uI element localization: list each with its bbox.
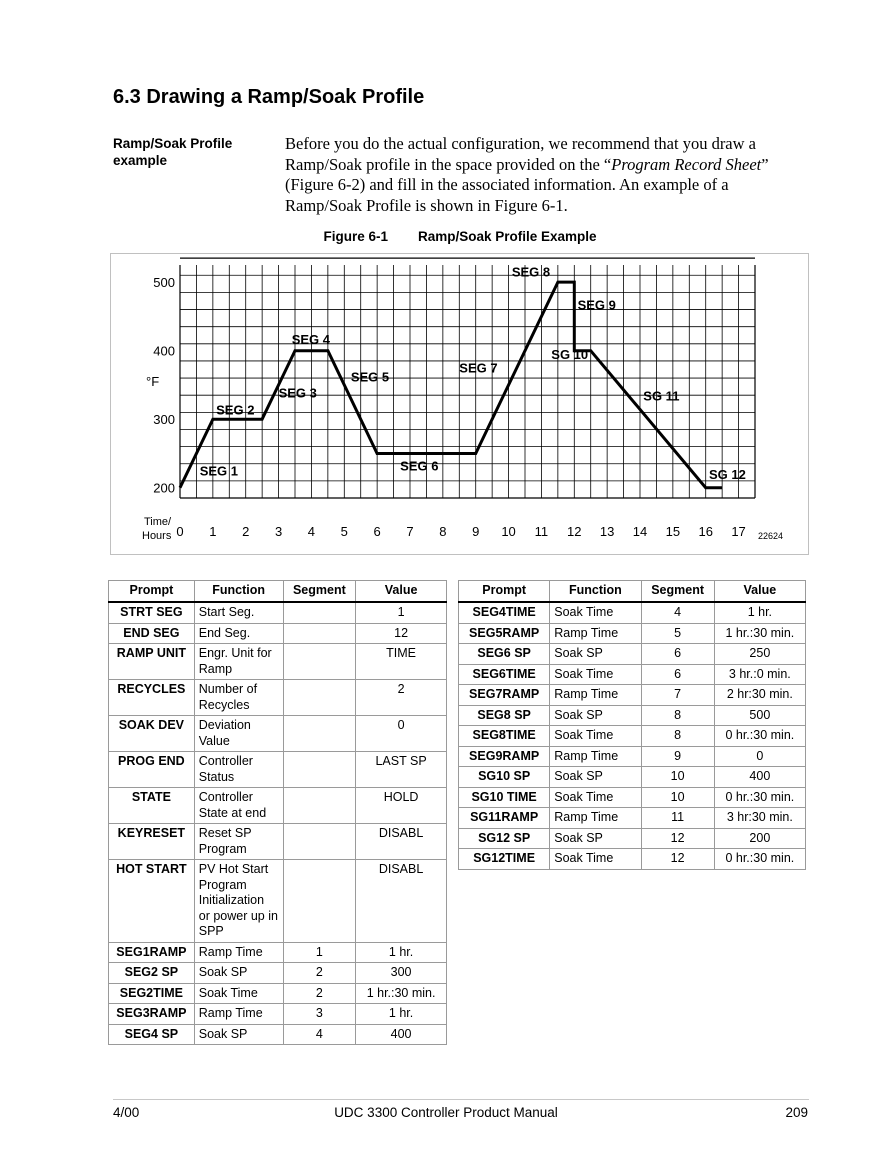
cell-prompt: RAMP UNIT xyxy=(109,644,195,680)
cell-prompt: SG11RAMP xyxy=(459,808,550,829)
cell-function: Soak Time xyxy=(550,849,641,870)
cell-prompt: SEG6 SP xyxy=(459,644,550,665)
cell-segment: 9 xyxy=(641,746,714,767)
cell-prompt: SG10 TIME xyxy=(459,787,550,808)
ramp-soak-chart xyxy=(110,253,809,555)
table-row xyxy=(459,808,806,829)
cell-value: 1 hr. xyxy=(356,1004,447,1025)
cell-value: LAST SP xyxy=(356,752,447,788)
cell-segment xyxy=(283,824,356,860)
cell-function: Soak Time xyxy=(550,602,641,623)
y-tick-label: 200 xyxy=(153,480,175,496)
table-row xyxy=(459,705,806,726)
table-row xyxy=(109,963,447,984)
cell-segment: 6 xyxy=(641,664,714,685)
footer-date: 4/00 xyxy=(113,1105,140,1120)
footer-manual-title: UDC 3300 Controller Product Manual xyxy=(334,1105,558,1120)
segment-label: SEG 2 xyxy=(216,402,255,418)
cell-value: DISABL xyxy=(356,824,447,860)
y-tick-label: 500 xyxy=(153,275,175,291)
cell-value: TIME xyxy=(356,644,447,680)
intro-text-2: ” (Figure 6-2) and fill in the associated information. An example of a Ramp/Soak Profile is shown in Figure 6-1. xyxy=(285,154,769,215)
cell-segment xyxy=(283,602,356,623)
header-value: Value xyxy=(356,581,447,603)
y-tick-label: 300 xyxy=(153,412,175,428)
cell-value: 500 xyxy=(714,705,805,726)
intro-paragraph xyxy=(285,134,805,216)
cell-prompt: HOT START xyxy=(109,860,195,943)
header-value: Value xyxy=(714,581,805,603)
table-row xyxy=(459,787,806,808)
header-segment: Segment xyxy=(283,581,356,603)
table-row xyxy=(459,644,806,665)
x-tick-label: 8 xyxy=(439,524,447,539)
cell-segment: 3 xyxy=(283,1004,356,1025)
cell-function: Ramp Time xyxy=(550,623,641,644)
table-row xyxy=(109,716,447,752)
cell-function: Ramp Time xyxy=(194,1004,283,1025)
cell-prompt: SEG2TIME xyxy=(109,983,195,1004)
cell-value: 1 hr.:30 min. xyxy=(714,623,805,644)
table-row xyxy=(109,788,447,824)
y-axis-label: °F xyxy=(146,374,160,389)
section-title: 6.3 Drawing a Ramp/Soak Profile xyxy=(113,86,425,108)
table-row xyxy=(459,664,806,685)
cell-segment xyxy=(283,752,356,788)
cell-segment xyxy=(283,788,356,824)
segment-label: SEG 6 xyxy=(400,458,439,474)
cell-function: Soak Time xyxy=(550,787,641,808)
table-row xyxy=(109,942,447,963)
x-tick-label: 7 xyxy=(406,524,414,539)
x-tick-label: 0 xyxy=(176,524,184,539)
cell-prompt: SEG6TIME xyxy=(459,664,550,685)
cell-segment: 1 xyxy=(283,942,356,963)
cell-segment: 2 xyxy=(283,963,356,984)
segment-label: SEG 5 xyxy=(350,369,390,385)
cell-function: Soak Time xyxy=(550,726,641,747)
intro-italic-title: Program Record Sheet xyxy=(611,154,762,174)
table-row xyxy=(109,623,447,644)
table-row xyxy=(109,1004,447,1025)
table-row xyxy=(109,824,447,860)
cell-value: 400 xyxy=(714,767,805,788)
cell-prompt: SEG2 SP xyxy=(109,963,195,984)
segment-label: SEG 8 xyxy=(511,264,551,280)
cell-function: Engr. Unit for Ramp xyxy=(194,644,283,680)
cell-prompt: SG12TIME xyxy=(459,849,550,870)
cell-value: 250 xyxy=(714,644,805,665)
cell-segment: 10 xyxy=(641,767,714,788)
x-tick-label: 15 xyxy=(665,524,681,539)
cell-function: Start Seg. xyxy=(194,602,283,623)
cell-segment xyxy=(283,623,356,644)
cell-prompt: STATE xyxy=(109,788,195,824)
cell-segment: 8 xyxy=(641,726,714,747)
table-row xyxy=(459,602,806,623)
table-row xyxy=(459,623,806,644)
cell-function: End Seg. xyxy=(194,623,283,644)
x-tick-label: 5 xyxy=(340,524,348,539)
figure-caption: Figure 6-1 Ramp/Soak Profile Example xyxy=(323,229,597,244)
x-tick-label: 3 xyxy=(274,524,283,539)
x-tick-label: 13 xyxy=(599,524,615,539)
x-tick-label: 12 xyxy=(567,524,582,539)
segment-label: SEG 7 xyxy=(459,360,498,376)
table-row xyxy=(109,983,447,1004)
cell-value: 0 hr.:30 min. xyxy=(714,787,805,808)
cell-value: 3 hr.:0 min. xyxy=(714,664,805,685)
cell-prompt: SEG1RAMP xyxy=(109,942,195,963)
cell-function: Soak SP xyxy=(550,644,641,665)
intro-text-1: Before you do the actual configuration, we recommend that you draw a Ramp/Soak profile in the space provided on the “ xyxy=(285,134,756,174)
cell-prompt: STRT SEG xyxy=(109,602,195,623)
cell-function: Soak SP xyxy=(194,963,283,984)
cell-function: PV Hot Start Program Initialization or power up in SPP xyxy=(194,860,283,943)
cell-function: Soak SP xyxy=(550,705,641,726)
cell-segment: 6 xyxy=(641,644,714,665)
cell-value: 1 hr. xyxy=(356,942,447,963)
cell-function: Soak SP xyxy=(550,767,641,788)
table-row xyxy=(109,644,447,680)
cell-function: Soak SP xyxy=(550,828,641,849)
cell-segment xyxy=(283,716,356,752)
cell-value: DISABL xyxy=(356,860,447,943)
cell-value: 200 xyxy=(714,828,805,849)
cell-prompt: SEG4TIME xyxy=(459,602,550,623)
segment-label: SEG 1 xyxy=(199,463,239,479)
table-row xyxy=(109,860,447,943)
figure-number: 22624 xyxy=(758,531,784,541)
cell-function: Ramp Time xyxy=(550,746,641,767)
x-tick-label: 17 xyxy=(731,524,746,539)
table-row xyxy=(109,602,447,623)
cell-value: 12 xyxy=(356,623,447,644)
cell-function: Soak Time xyxy=(194,983,283,1004)
cell-value: 3 hr:30 min. xyxy=(714,808,805,829)
table-row xyxy=(459,685,806,706)
cell-prompt: SEG5RAMP xyxy=(459,623,550,644)
left-prompt-table xyxy=(108,580,447,1045)
cell-function: Ramp Time xyxy=(550,685,641,706)
x-axis-label-line2: Hours xyxy=(142,530,172,542)
cell-function: Soak SP xyxy=(194,1024,283,1045)
x-axis-label-line1: Time/ xyxy=(144,516,172,528)
cell-value: 1 hr. xyxy=(714,602,805,623)
cell-segment xyxy=(283,644,356,680)
cell-function: Controller Status xyxy=(194,752,283,788)
header-prompt: Prompt xyxy=(109,581,195,603)
cell-function: Reset SP Program xyxy=(194,824,283,860)
cell-value: HOLD xyxy=(356,788,447,824)
x-tick-label: 6 xyxy=(373,524,381,539)
cell-function: Controller State at end xyxy=(194,788,283,824)
cell-value: 2 xyxy=(356,680,447,716)
table-row xyxy=(109,1024,447,1045)
segment-label: SG 11 xyxy=(643,388,680,404)
y-tick-label: 400 xyxy=(153,343,175,359)
cell-value: 0 hr.:30 min. xyxy=(714,726,805,747)
cell-segment xyxy=(283,860,356,943)
right-table-header xyxy=(459,581,806,603)
cell-prompt: RECYCLES xyxy=(109,680,195,716)
segment-label: SG 10 xyxy=(551,346,589,362)
cell-function: Soak Time xyxy=(550,664,641,685)
cell-prompt: SEG8 SP xyxy=(459,705,550,726)
cell-prompt: PROG END xyxy=(109,752,195,788)
cell-value: 300 xyxy=(356,963,447,984)
x-tick-label: 16 xyxy=(698,524,713,539)
cell-segment: 12 xyxy=(641,849,714,870)
header-function: Function xyxy=(550,581,641,603)
cell-value: 1 hr.:30 min. xyxy=(356,983,447,1004)
cell-segment: 11 xyxy=(641,808,714,829)
segment-label: SEG 4 xyxy=(291,331,331,347)
header-prompt: Prompt xyxy=(459,581,550,603)
cell-value: 400 xyxy=(356,1024,447,1045)
cell-prompt: KEYRESET xyxy=(109,824,195,860)
cell-prompt: END SEG xyxy=(109,623,195,644)
cell-value: 0 xyxy=(714,746,805,767)
footer-rule xyxy=(113,1099,809,1100)
header-segment: Segment xyxy=(641,581,714,603)
cell-function: Ramp Time xyxy=(194,942,283,963)
cell-prompt: SEG4 SP xyxy=(109,1024,195,1045)
cell-segment: 4 xyxy=(283,1024,356,1045)
right-prompt-table xyxy=(458,580,806,870)
segment-label: SEG 3 xyxy=(278,385,317,401)
cell-value: 0 hr.:30 min. xyxy=(714,849,805,870)
table-row xyxy=(109,680,447,716)
cell-segment xyxy=(283,680,356,716)
cell-prompt: SEG7RAMP xyxy=(459,685,550,706)
table-row xyxy=(109,752,447,788)
x-tick-label: 11 xyxy=(534,524,549,539)
cell-prompt: SG10 SP xyxy=(459,767,550,788)
header-function: Function xyxy=(194,581,283,603)
side-heading: Ramp/Soak Profile example xyxy=(113,136,233,168)
cell-function: Number of Recycles xyxy=(194,680,283,716)
cell-function: Ramp Time xyxy=(550,808,641,829)
table-row xyxy=(459,767,806,788)
cell-value: 2 hr:30 min. xyxy=(714,685,805,706)
cell-prompt: SEG9RAMP xyxy=(459,746,550,767)
cell-segment: 2 xyxy=(283,983,356,1004)
cell-prompt: SG12 SP xyxy=(459,828,550,849)
left-table-header xyxy=(109,581,447,603)
x-tick-label: 4 xyxy=(307,524,316,539)
cell-segment: 7 xyxy=(641,685,714,706)
x-tick-label: 1 xyxy=(209,524,217,539)
x-tick-label: 9 xyxy=(472,524,480,539)
footer-page-number: 209 xyxy=(785,1105,808,1120)
cell-prompt: SEG8TIME xyxy=(459,726,550,747)
cell-segment: 4 xyxy=(641,602,714,623)
cell-segment: 10 xyxy=(641,787,714,808)
x-tick-label: 2 xyxy=(242,524,250,539)
cell-segment: 5 xyxy=(641,623,714,644)
cell-value: 0 xyxy=(356,716,447,752)
cell-value: 1 xyxy=(356,602,447,623)
cell-function: Deviation Value xyxy=(194,716,283,752)
x-tick-label: 14 xyxy=(632,524,648,539)
table-row xyxy=(459,726,806,747)
cell-prompt: SEG3RAMP xyxy=(109,1004,195,1025)
segment-label: SG 12 xyxy=(709,466,746,482)
cell-segment: 8 xyxy=(641,705,714,726)
x-tick-label: 10 xyxy=(501,524,516,539)
table-row xyxy=(459,828,806,849)
segment-label: SEG 9 xyxy=(577,297,616,313)
table-row xyxy=(459,849,806,870)
table-row xyxy=(459,746,806,767)
cell-segment: 12 xyxy=(641,828,714,849)
cell-prompt: SOAK DEV xyxy=(109,716,195,752)
